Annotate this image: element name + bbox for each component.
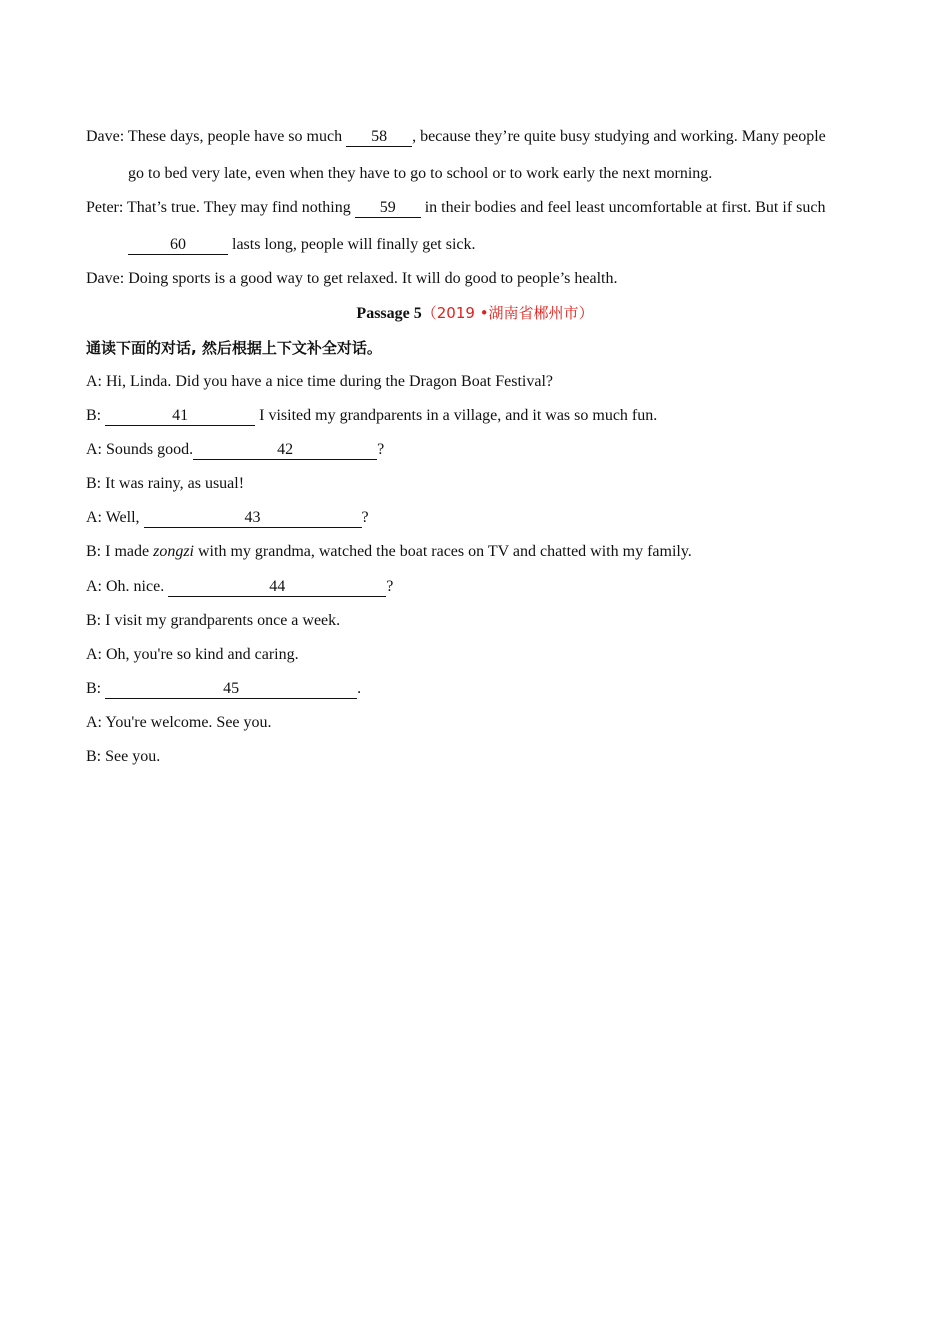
- dialogue-line-dave-1: [86, 127, 826, 147]
- dialogue-line-a-6: [86, 713, 272, 733]
- dialogue-line-b-5: [86, 679, 361, 699]
- dialogue-line-a-3: [86, 508, 369, 528]
- passage-heading: [0, 303, 950, 324]
- dialogue-line-a-5: [86, 645, 299, 665]
- line-text: I visited my grandparents in a village, and it was so much fun.: [255, 407, 658, 424]
- dialogue-line-b-1: [86, 406, 657, 426]
- source-close-paren: ）: [578, 304, 594, 322]
- line-text: ?: [361, 509, 369, 526]
- speaker-label: B:: [86, 407, 106, 424]
- line-text: A: You're welcome. See you.: [86, 714, 272, 731]
- answer-blank-41[interactable]: 41: [105, 407, 255, 426]
- line-text: , because they’re quite busy studying and working. Many people: [412, 128, 826, 145]
- line-text: ?: [377, 441, 385, 458]
- answer-blank-58[interactable]: 58: [346, 128, 412, 147]
- answer-blank-60[interactable]: 60: [128, 236, 228, 255]
- dialogue-line-peter: [86, 198, 825, 218]
- instruction-text: 通读下面的对话, 然后根据上下文补全对话。: [86, 339, 382, 357]
- line-text: Peter: That’s true. They may find nothing: [86, 199, 355, 216]
- line-text: Dave: These days, people have so much: [86, 128, 347, 145]
- speaker-label: B:: [86, 680, 106, 697]
- line-text: .: [357, 680, 362, 697]
- line-text: lasts long, people will finally get sick.: [228, 236, 476, 253]
- source-open-paren: （: [421, 304, 437, 322]
- line-text: with my grandma, watched the boat races on TV and chatted with my family.: [194, 543, 692, 560]
- line-text: A: Hi, Linda. Did you have a nice time during the Dragon Boat Festival?: [86, 373, 553, 390]
- answer-blank-42[interactable]: 42: [193, 441, 377, 460]
- line-text: in their bodies and feel least uncomfortable at first. But if such: [420, 199, 826, 216]
- line-text: B: See you.: [86, 748, 161, 765]
- dialogue-line-dave-1-cont: [128, 164, 712, 184]
- answer-blank-43[interactable]: 43: [144, 509, 362, 528]
- dialogue-line-b-3: [86, 542, 692, 562]
- line-text: go to bed very late, even when they have to go to school or to work early the next morning.: [128, 165, 713, 182]
- dialogue-line-a-2: [86, 440, 384, 460]
- passage-instruction: [86, 338, 382, 359]
- line-text: Dave: Doing sports is a good way to get relaxed. It will do good to people’s health.: [86, 270, 618, 287]
- answer-blank-44[interactable]: 44: [168, 578, 386, 597]
- dialogue-line-peter-cont: [128, 235, 476, 255]
- line-text: A: Well,: [86, 509, 144, 526]
- dialogue-line-b-4: [86, 611, 340, 631]
- answer-blank-59[interactable]: 59: [355, 199, 421, 218]
- passage-title: Passage 5: [356, 305, 422, 322]
- dialogue-line-b-2: [86, 474, 244, 494]
- line-text: B: I made: [86, 543, 154, 560]
- dialogue-line-dave-2: [86, 269, 617, 289]
- dialogue-line-a-4: [86, 577, 393, 597]
- dialogue-line-b-6: [86, 747, 160, 767]
- passage-source: 2019 •湖南省郴州市: [436, 304, 579, 322]
- line-text: A: Oh. nice.: [86, 578, 169, 595]
- line-text: B: I visit my grandparents once a week.: [86, 612, 341, 629]
- line-text: B: It was rainy, as usual!: [86, 475, 245, 492]
- line-text: ?: [386, 578, 394, 595]
- line-text: A: Sounds good.: [86, 441, 194, 458]
- italic-word: zongzi: [153, 543, 194, 560]
- dialogue-line-a-1: [86, 372, 553, 392]
- answer-blank-45[interactable]: 45: [105, 680, 357, 699]
- line-text: A: Oh, you're so kind and caring.: [86, 646, 299, 663]
